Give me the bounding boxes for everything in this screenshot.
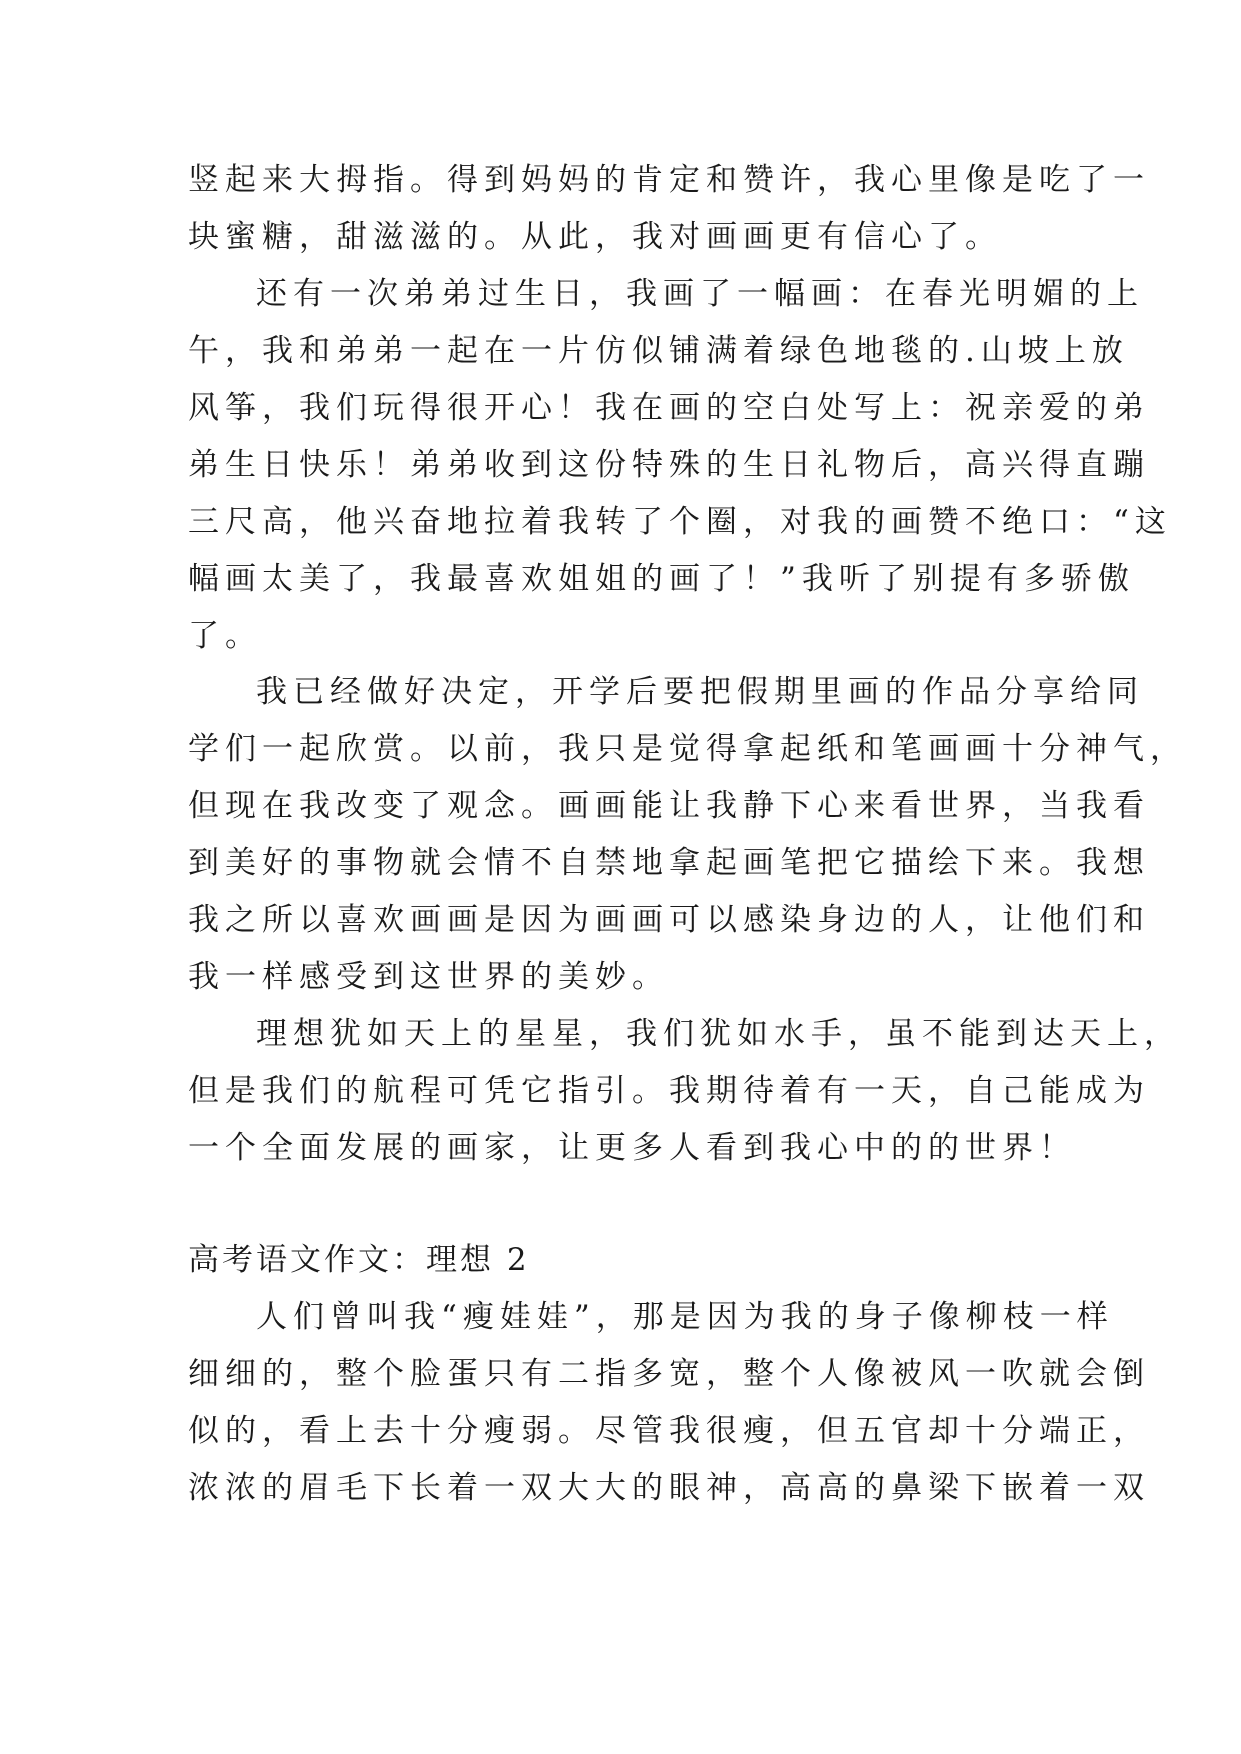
paragraph-decision bbox=[188, 664, 1187, 1006]
paragraph-birthday bbox=[188, 266, 1172, 665]
text-line: 风筝，我们玩得很开心！我在画的空白处写上：祝亲爱的弟 bbox=[188, 390, 1150, 426]
text-line: 理想犹如天上的星星，我们犹如水手，虽不能到达天上， bbox=[256, 1016, 1181, 1052]
section-title: 高考语文作文：理想 2 bbox=[188, 1242, 530, 1278]
section-heading bbox=[188, 1232, 1068, 1289]
text-line: 我一样感受到这世界的美妙。 bbox=[188, 959, 669, 995]
text-line: 但是我们的航程可凭它指引。我期待着有一天，自己能成为 bbox=[188, 1073, 1150, 1109]
text-line: 但现在我改变了观念。画画能让我静下心来看世界，当我看 bbox=[188, 788, 1150, 824]
text-line: 三尺高，他兴奋地拉着我转了个圈，对我的画赞不绝口：“这 bbox=[188, 504, 1172, 540]
text-line: 午，我和弟弟一起在一片仿似铺满着绿色地毯的.山坡上放 bbox=[188, 333, 1129, 369]
text-line: 还有一次弟弟过生日，我画了一幅画：在春光明媚的上 bbox=[256, 276, 1144, 312]
text-line: 竖起来大拇指。得到妈妈的肯定和赞许，我心里像是吃了一 bbox=[188, 162, 1150, 198]
text-line: 弟生日快乐！弟弟收到这份特殊的生日礼物后，高兴得直蹦 bbox=[188, 447, 1150, 483]
text-line: 块蜜糖，甜滋滋的。从此，我对画画更有信心了。 bbox=[188, 219, 1002, 255]
text-line: 似的，看上去十分瘦弱。尽管我很瘦，但五官却十分端正， bbox=[188, 1413, 1150, 1449]
text-line: 人们曾叫我“瘦娃娃”，那是因为我的身子像柳枝一样 bbox=[256, 1299, 1114, 1335]
paragraph-continuation bbox=[188, 152, 1150, 266]
paragraph-thin-kid bbox=[188, 1289, 1150, 1517]
text-line: 我之所以喜欢画画是因为画画可以感染身边的人，让他们和 bbox=[188, 902, 1150, 938]
text-line: 幅画太美了，我最喜欢姐姐的画了！”我听了别提有多骄傲 bbox=[188, 561, 1135, 597]
text-line: 细细的，整个脸蛋只有二指多宽，整个人像被风一吹就会倒 bbox=[188, 1356, 1150, 1392]
text-line: 浓浓的眉毛下长着一双大大的眼神，高高的鼻梁下嵌着一双 bbox=[188, 1470, 1150, 1506]
text-line: 了。 bbox=[188, 618, 262, 654]
text-line: 我已经做好决定，开学后要把假期里画的作品分享给同 bbox=[256, 674, 1144, 710]
text-line: 到美好的事物就会情不自禁地拿起画笔把它描绘下来。我想 bbox=[188, 845, 1150, 881]
text-line: 一个全面发展的画家，让更多人看到我心中的的世界！ bbox=[188, 1130, 1076, 1166]
paragraph-ideal bbox=[188, 1006, 1181, 1177]
text-line: 学们一起欣赏。以前，我只是觉得拿起纸和笔画画十分神气， bbox=[188, 731, 1187, 767]
